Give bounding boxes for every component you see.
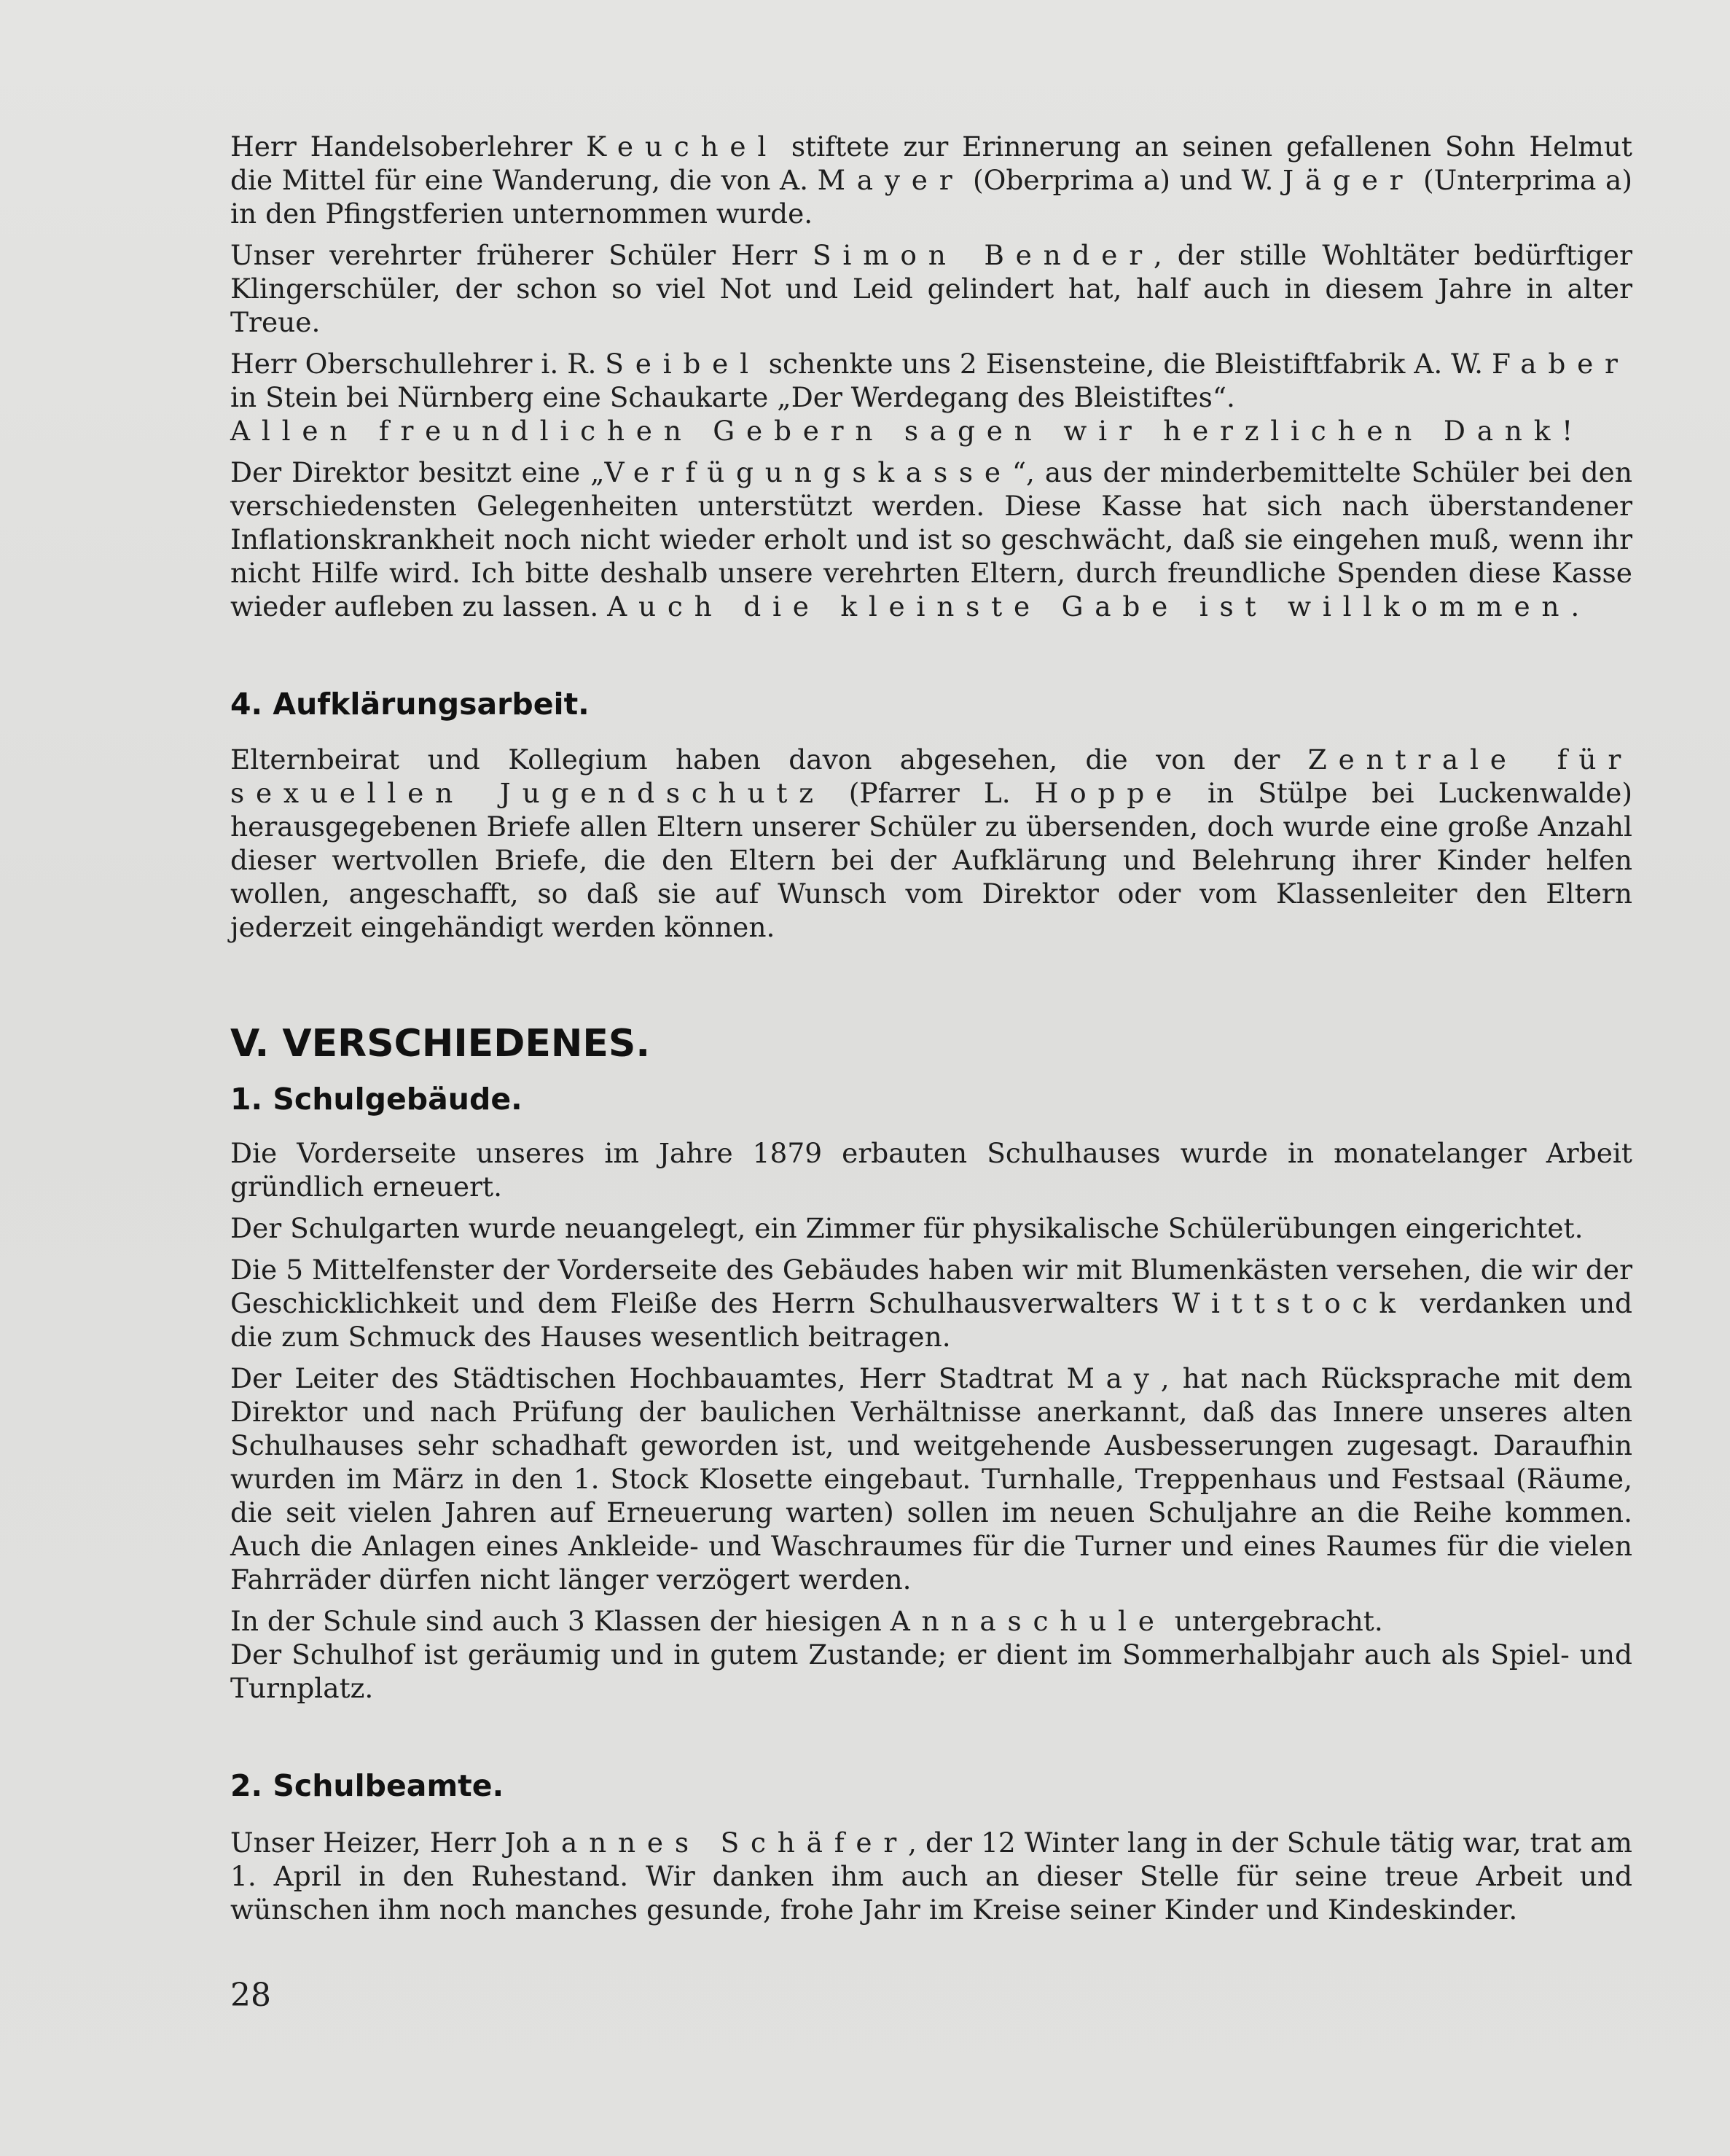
text-run: Unser verehrter früherer Schüler Herr — [230, 239, 813, 271]
spaced-name: Hoppe — [1034, 777, 1183, 809]
spaced-name: May — [1066, 1362, 1161, 1394]
spaced-name: Verfügungskasse — [604, 456, 1012, 488]
text-run: Die 5 Mittelfenster der Vorderseite des Gebäudes haben wir mit Blumenkästen versehen, die wir der Geschicklichkeit und dem Fleiße des Herrn Schulhausverwalters — [230, 1254, 1632, 1319]
text-run: In der Schule sind auch 3 Klassen der hiesigen — [230, 1605, 891, 1637]
thanks-line: Allen freundlichen Gebern sagen wir herzlichen Dank! — [230, 415, 1584, 447]
paragraph-bender — [230, 238, 1632, 339]
paragraph-schulgarten: Der Schulgarten wurde neuangelegt, ein Zimmer für physikalische Schülerübungen eingerichtet. — [230, 1212, 1584, 1244]
paragraph-keuchel — [230, 130, 1632, 230]
text-run: schenkte uns 2 Eisensteine, die Bleistiftfabrik A. W. — [759, 348, 1492, 380]
paragraph-seibel — [230, 347, 1632, 448]
text-run: Der Direktor besitzt eine „ — [230, 456, 605, 488]
text-run: (Oberprima a) und W. — [963, 164, 1283, 196]
paragraph-verfuegungskasse — [230, 456, 1632, 623]
text-run: stiftete zur Erinnerung an seinen gefallenen Sohn Helmut die Mittel für eine Wanderung, die von A. — [230, 130, 1632, 196]
spaced-name: Mayer — [817, 164, 964, 196]
page-number: 28 — [230, 1977, 271, 2014]
text-run: in Stein bei Nürnberg eine Schaukarte „Der Werdegang des Bleistiftes“. — [230, 381, 1235, 413]
text-run: Herr Oberschullehrer i. R. — [230, 348, 606, 380]
schulhof-line: Der Schulhof ist geräumig und in gutem Zustande; er dient im Sommerhalbjahr auch als Spiel- und Turnplatz. — [230, 1639, 1632, 1704]
text-run: in Stülpe bei Luckenwalde) herausgegebenen Briefe allen Eltern unserer Schüler zu übersenden, doch wurde eine große Anzahl dieser wertvollen Briefe, die den Eltern bei der Aufklärung und Belehrung ihrer Kinder helfen wollen, angeschafft, so daß sie auf Wunsch vom Direktor oder vom Klassenleiter den Eltern jederzeit eingehändigt werden können. — [230, 777, 1632, 943]
text-run: “, aus der minderbemittelte Schüler bei den verschiedensten Gelegenheiten unterstützt werden. Diese Kasse hat sich nach überstandener Inflationskrankheit noch nicht wieder erholt und ist so geschwächt, daß sie eingehen muß, wenn ihr nicht Hilfe wird. Ich bitte deshalb unsere verehrten Eltern, durch freundliche Spenden diese Kasse wieder aufleben zu lassen. — [230, 456, 1632, 622]
text-run: Herr Handelsoberlehrer — [230, 130, 587, 163]
text-run: Unser Heizer, Herr Jo — [230, 1827, 533, 1859]
spaced-name: Wittstock — [1172, 1287, 1407, 1319]
text-run: Der Leiter des Städtischen Hochbauamtes, Herr Stadtrat — [230, 1362, 1067, 1394]
spaced-name: Annaschule — [890, 1605, 1166, 1637]
text-run: , der 12 Winter lang in der Schule tätig war, trat am 1. April in den Ruhestand. Wir danken ihm auch an dieser Stelle für seine treue Arbeit und wünschen ihm noch manches gesunde, frohe Jahr im Kreise seiner Kinder und Kindeskinder. — [230, 1827, 1632, 1926]
text-run: verdanken und die zum Schmuck des Hauses wesentlich beitragen. — [230, 1287, 1632, 1353]
text-run: , der stille Wohltäter bedürftiger Klingerschüler, der schon so viel Not und Leid gelindert hat, half auch in diesem Jahre in alter Treue. — [230, 239, 1632, 338]
spaced-name: hannes Schäfer — [532, 1827, 909, 1859]
section-heading-aufklaerungsarbeit: 4. Aufklärungsarbeit. — [230, 687, 590, 722]
spaced-name: Simon Bender — [812, 239, 1154, 271]
paragraph-hochbauamt — [230, 1362, 1632, 1596]
page-content — [230, 130, 1632, 1926]
text-run: untergebracht. — [1165, 1605, 1383, 1637]
section-heading-schulbeamte: 2. Schulbeamte. — [230, 1768, 504, 1803]
text-run: Elternbeirat und Kollegium haben davon abgesehen, die von der — [230, 743, 1308, 776]
text-run: , hat nach Rücksprache mit dem Direktor und nach Prüfung der baulichen Verhältnisse anerkannt, daß das Innere unseres alten Schulhauses sehr schadhaft geworden ist, und weitgehende Ausbesserungen zugesagt. Daraufhin wurden im März in den 1. Stock Klosette eingebaut. Turnhalle, Treppenhaus und Festsaal (Räume, die seit vielen Jahren auf Erneuerung warten) sollen im neuen Schuljahre an die Reihe kommen. Auch die Anlagen eines Ankleide- und Waschraumes für die Turner und eines Raumes für die vielen Fahrräder dürfen nicht länger verzögert werden. — [230, 1362, 1632, 1595]
spaced-emphasis: Auch die kleinste Gabe ist willkommen. — [607, 590, 1591, 622]
spaced-name: Keuchel — [586, 130, 778, 163]
paragraph-annaschule — [230, 1604, 1632, 1705]
paragraph-heizer — [230, 1826, 1632, 1926]
text-run: (Pfarrer L. — [824, 777, 1035, 809]
paragraph-vorderseite: Die Vorderseite unseres im Jahre 1879 erbauten Schulhauses wurde in monatelanger Arbeit gründlich erneuert. — [230, 1137, 1632, 1203]
spaced-name: Zentrale für sexuellen Jugendschutz — [230, 743, 1632, 809]
paragraph-mittelfenster — [230, 1253, 1632, 1354]
text-run: (Unterprima a) in den Pfingstferien unternommen wurde. — [230, 164, 1632, 230]
paragraph-aufklaerung — [230, 743, 1632, 944]
spaced-name: Jäger — [1283, 164, 1414, 196]
spaced-name: Seibel — [605, 348, 760, 380]
part-heading-verschiedenes: V. VERSCHIEDENES. — [230, 1022, 651, 1066]
section-heading-schulgebaeude: 1. Schulgebäude. — [230, 1082, 522, 1117]
spaced-name: Faber — [1492, 348, 1629, 380]
